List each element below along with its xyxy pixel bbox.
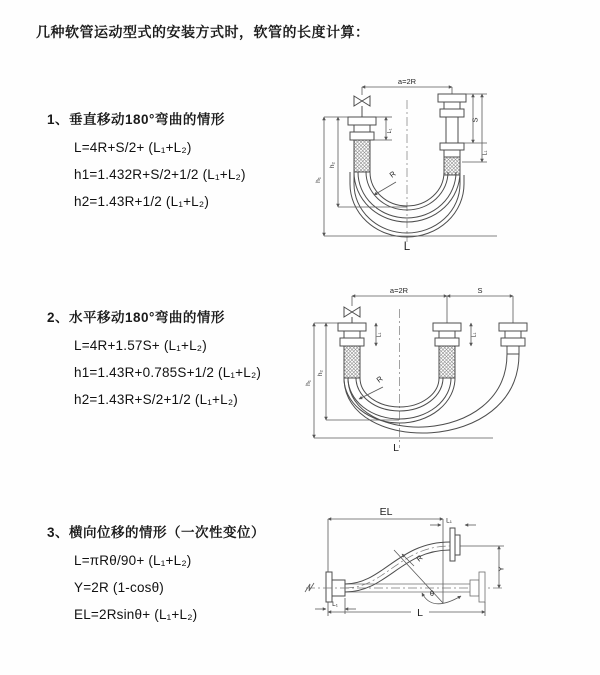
formula-line: L=πRθ/90+ (L₁+L₂) bbox=[74, 553, 192, 568]
d3-label-length: L bbox=[417, 607, 423, 619]
d1-label-h2: h₂ bbox=[329, 161, 336, 169]
d1-radius-callout bbox=[374, 169, 398, 195]
d2-left-fitting bbox=[338, 323, 366, 378]
d3-label-l1-top: L₁ bbox=[446, 517, 452, 525]
section-2-heading: 2、水平移动180°弯曲的情形 bbox=[47, 310, 225, 325]
section-3 bbox=[47, 521, 327, 622]
d2-label-r: R bbox=[374, 374, 385, 385]
d1-left-fitting bbox=[348, 117, 376, 172]
d1-valve-icon bbox=[354, 96, 370, 117]
d3-radius-construction bbox=[394, 550, 443, 603]
formula-line: h2=1.43R+1/2 (L₁+L₂) bbox=[74, 194, 210, 209]
d3-label-r: R bbox=[414, 553, 425, 564]
d2-valve-icon bbox=[344, 307, 360, 323]
d3-bottom-l-dimension bbox=[328, 602, 485, 619]
d3-label-y: Y bbox=[496, 566, 506, 572]
d2-left-dims bbox=[305, 323, 493, 438]
d1-label-s: S bbox=[470, 117, 480, 123]
d3-l1-bottom-dim bbox=[315, 598, 356, 614]
d2-top-dimension bbox=[352, 286, 513, 323]
section-1-heading: 1、垂直移动180°弯曲的情形 bbox=[47, 112, 225, 127]
d1-left-l1-dim bbox=[374, 117, 393, 140]
formula-line: L=4R+S/2+ (L₁+L₂) bbox=[74, 140, 192, 155]
formula-line: L=4R+1.57S+ (L₁+L₂) bbox=[74, 338, 207, 353]
d1-label-l1-right: L₁ bbox=[482, 150, 489, 156]
d1-top-dimension bbox=[362, 77, 452, 95]
formula-line: h1=1.432R+S/2+1/2 (L₁+L₂) bbox=[74, 167, 246, 182]
d2-l1-dims bbox=[376, 323, 478, 346]
d3-label-el: EL bbox=[379, 506, 393, 518]
d1-label-length: L bbox=[403, 241, 411, 253]
diagram-vertical-180-bend bbox=[312, 72, 590, 254]
d3-label-theta: θ bbox=[429, 589, 435, 598]
section-1 bbox=[47, 108, 327, 209]
d1-label-h1: h₁ bbox=[315, 177, 322, 183]
d3-break-symbol bbox=[305, 583, 314, 592]
section-3-heading: 3、横向位移的情形（一次性变位） bbox=[47, 525, 266, 540]
d1-label-a2r: a=2R bbox=[397, 77, 417, 86]
d2-middle-fitting bbox=[433, 323, 461, 378]
diagram-horizontal-180-bend bbox=[303, 283, 585, 475]
d3-hose-s-curve bbox=[345, 542, 450, 592]
diagram-lateral-displacement bbox=[298, 500, 600, 640]
d3-top-right-flange bbox=[450, 528, 460, 561]
d2-label-l1-left: L₁ bbox=[376, 332, 383, 338]
d3-ghost-pipe bbox=[345, 572, 485, 602]
d3-left-flange bbox=[326, 572, 345, 602]
formula-line: EL=2Rsinθ+ (L₁+L₂) bbox=[74, 607, 198, 622]
d2-label-h2: h₂ bbox=[317, 369, 324, 377]
formula-line: h1=1.43R+0.785S+1/2 (L₁+L₂) bbox=[74, 365, 262, 380]
d2-label-length: L bbox=[393, 442, 399, 454]
d3-label-l1-bottom: L₁ bbox=[332, 601, 338, 608]
d2-label-s: S bbox=[477, 286, 483, 295]
d1-label-r: R bbox=[387, 169, 398, 180]
formula-line: h2=1.43R+S/2+1/2 (L₁+L₂) bbox=[74, 392, 238, 407]
d1-label-l1-left: L₁ bbox=[387, 128, 393, 134]
d2-label-h1: h₁ bbox=[305, 380, 312, 386]
section-2 bbox=[47, 306, 327, 407]
d2-right-fitting-moved bbox=[499, 323, 527, 354]
formula-line: Y=2R (1-cosθ) bbox=[74, 580, 165, 595]
d1-right-dims bbox=[462, 94, 489, 162]
d2-label-a2r: a=2R bbox=[389, 286, 409, 295]
d1-right-fitting bbox=[438, 94, 466, 175]
page-title: 几种软管运动型式的安装方式时，软管的长度计算： bbox=[36, 24, 370, 40]
d2-label-l1-mid: L₁ bbox=[471, 332, 478, 338]
